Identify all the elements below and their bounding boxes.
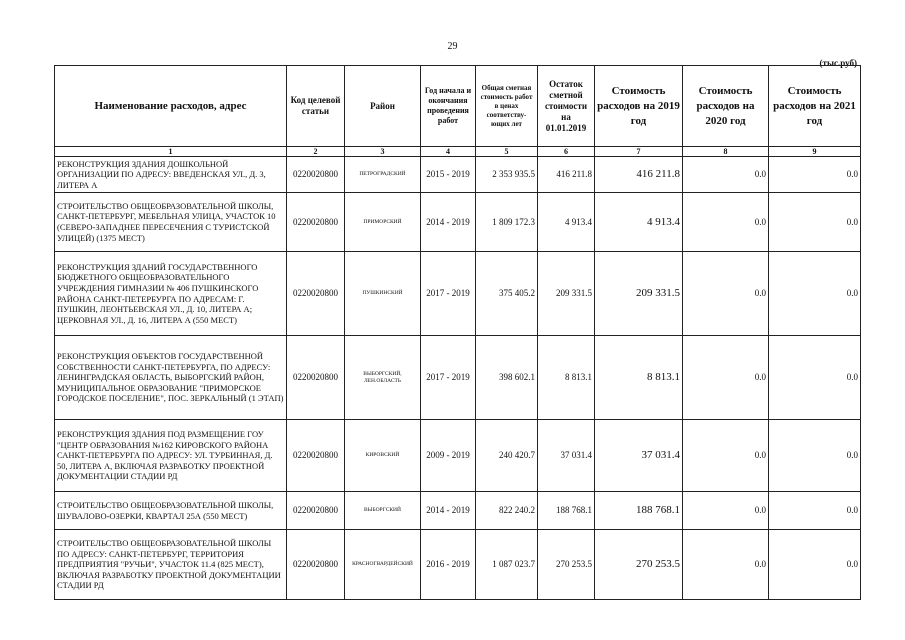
expenditure-table — [54, 65, 861, 600]
district: КРАСНОГВАРДЕЙСКИЙ — [345, 530, 421, 600]
column-number: 8 — [683, 147, 769, 157]
cost-2020: 0.0 — [683, 530, 769, 600]
table-row — [55, 252, 861, 336]
total-cost: 1 087 023.7 — [476, 530, 538, 600]
target-code: 0220020800 — [287, 336, 345, 420]
expense-name: РЕКОНСТРУКЦИЯ ОБЪЕКТОВ ГОСУДАРСТВЕННОЙ СОБСТВЕННОСТИ САНКТ-ПЕТЕРБУРГА, ПО АДРЕСУ: ЛЕНИНГРАДСКАЯ ОБЛАСТЬ, ВЫБОРГСКИЙ РАЙОН, МУНИЦИПАЛЬНОЕ ОБРАЗОВАНИЕ "ПРИМОРСКОЕ ГОРОДСКОЕ ПОСЕЛЕНИЕ", ПОС. ЗЕРКАЛЬНЫЙ (1 ЭТАП) — [55, 336, 287, 420]
header-cost-2021: Стоимость расходов на 2021 год — [769, 66, 861, 147]
target-code: 0220020800 — [287, 252, 345, 336]
cost-2021: 0.0 — [769, 193, 861, 252]
cost-2021: 0.0 — [769, 157, 861, 193]
target-code: 0220020800 — [287, 193, 345, 252]
total-cost: 1 809 172.3 — [476, 193, 538, 252]
column-number: 7 — [595, 147, 683, 157]
cost-2020: 0.0 — [683, 193, 769, 252]
work-years: 2015 - 2019 — [421, 157, 476, 193]
cost-2021: 0.0 — [769, 252, 861, 336]
target-code: 0220020800 — [287, 420, 345, 492]
header-cost-2019: Стоимость расходов на 2019 год — [595, 66, 683, 147]
header-district: Район — [345, 66, 421, 147]
total-cost: 2 353 935.5 — [476, 157, 538, 193]
expense-name: СТРОИТЕЛЬСТВО ОБЩЕОБРАЗОВАТЕЛЬНОЙ ШКОЛЫ, САНКТ-ПЕТЕРБУРГ, МЕБЕЛЬНАЯ УЛИЦА, УЧАСТОК 10 (СЕВЕРО-ЗАПАДНЕЕ ПЕРЕСЕЧЕНИЯ С ТУРИСТСКОЙ УЛИЦЕЙ) (1375 МЕСТ) — [55, 193, 287, 252]
work-years: 2014 - 2019 — [421, 492, 476, 530]
district: КИРОВСКИЙ — [345, 420, 421, 492]
cost-2020: 0.0 — [683, 252, 769, 336]
cost-2019: 8 813.1 — [595, 336, 683, 420]
work-years: 2017 - 2019 — [421, 336, 476, 420]
units-label: (тыс.руб) — [819, 58, 857, 68]
column-number-row — [55, 147, 861, 157]
header-code: Код целевой статьи — [287, 66, 345, 147]
table-row — [55, 492, 861, 530]
work-years: 2009 - 2019 — [421, 420, 476, 492]
remainder: 416 211.8 — [538, 157, 595, 193]
page-number: 29 — [447, 41, 458, 52]
work-years: 2017 - 2019 — [421, 252, 476, 336]
remainder: 209 331.5 — [538, 252, 595, 336]
remainder: 37 031.4 — [538, 420, 595, 492]
cost-2021: 0.0 — [769, 492, 861, 530]
target-code: 0220020800 — [287, 157, 345, 193]
expense-name: РЕКОНСТРУКЦИЯ ЗДАНИЯ ПОД РАЗМЕЩЕНИЕ ГОУ "ЦЕНТР ОБРАЗОВАНИЯ №162 КИРОВСКОГО РАЙОНА САНКТ-ПЕТЕРБУРГА ПО АДРЕСУ: УЛ. ТУРБИННАЯ, Д. 50, ЛИТЕРА А, ВКЛЮЧАЯ РАЗРАБОТКУ ПРОЕКТНОЙ ДОКУМЕНТАЦИИ СТАДИИ РД — [55, 420, 287, 492]
cost-2019: 416 211.8 — [595, 157, 683, 193]
cost-2020: 0.0 — [683, 157, 769, 193]
district: ПУШКИНСКИЙ — [345, 252, 421, 336]
expense-name: РЕКОНСТРУКЦИЯ ЗДАНИЙ ГОСУДАРСТВЕННОГО БЮДЖЕТНОГО ОБЩЕОБРАЗОВАТЕЛЬНОГО УЧРЕЖДЕНИЯ ГИМНАЗИИ № 406 ПУШКИНСКОГО РАЙОНА САНКТ-ПЕТЕРБУРГА ПО АДРЕСАМ: Г. ПУШКИН, ЛЕОНТЬЕВСКАЯ УЛ., Д. 10, ЛИТЕРА А; ЦЕРКОВНАЯ УЛ., Д. 16, ЛИТЕРА А (550 МЕСТ) — [55, 252, 287, 336]
total-cost: 240 420.7 — [476, 420, 538, 492]
remainder: 4 913.4 — [538, 193, 595, 252]
total-cost: 375 405.2 — [476, 252, 538, 336]
district: ВЫБОРГСКИЙ, ЛЕН.ОБЛАСТЬ — [345, 336, 421, 420]
cost-2019: 37 031.4 — [595, 420, 683, 492]
cost-2019: 4 913.4 — [595, 193, 683, 252]
header-name: Наименование расходов, адрес — [55, 66, 287, 147]
header-remainder: Остаток сметной стоимости на 01.01.2019 — [538, 66, 595, 147]
column-number: 1 — [55, 147, 287, 157]
cost-2020: 0.0 — [683, 492, 769, 530]
district: ВЫБОРГСКИЙ — [345, 492, 421, 530]
district: ПРИМОРСКИЙ — [345, 193, 421, 252]
expense-name: СТРОИТЕЛЬСТВО ОБЩЕОБРАЗОВАТЕЛЬНОЙ ШКОЛЫ ПО АДРЕСУ: САНКТ-ПЕТЕРБУРГ, ТЕРРИТОРИЯ ПРЕДПРИЯТИЯ "РУЧЬИ", УЧАСТОК 11.4 (825 МЕСТ), ВКЛЮЧАЯ РАЗРАБОТКУ ПРОЕКТНОЙ ДОКУМЕНТАЦИИ СТАДИИ РД — [55, 530, 287, 600]
expense-name: СТРОИТЕЛЬСТВО ОБЩЕОБРАЗОВАТЕЛЬНОЙ ШКОЛЫ, ШУВАЛОВО-ОЗЕРКИ, КВАРТАЛ 25А (550 МЕСТ) — [55, 492, 287, 530]
header-row — [55, 66, 861, 147]
column-number: 2 — [287, 147, 345, 157]
table-row — [55, 193, 861, 252]
expense-name: РЕКОНСТРУКЦИЯ ЗДАНИЯ ДОШКОЛЬНОЙ ОРГАНИЗАЦИИ ПО АДРЕСУ: ВВЕДЕНСКАЯ УЛ., Д. 3, ЛИТЕРА А — [55, 157, 287, 193]
header-cost-2020: Стоимость расходов на 2020 год — [683, 66, 769, 147]
work-years: 2014 - 2019 — [421, 193, 476, 252]
remainder: 270 253.5 — [538, 530, 595, 600]
target-code: 0220020800 — [287, 492, 345, 530]
total-cost: 398 602.1 — [476, 336, 538, 420]
column-number: 9 — [769, 147, 861, 157]
table-row — [55, 157, 861, 193]
header-years: Год начала и окончания проведения работ — [421, 66, 476, 147]
remainder: 8 813.1 — [538, 336, 595, 420]
target-code: 0220020800 — [287, 530, 345, 600]
column-number: 3 — [345, 147, 421, 157]
table-row — [55, 420, 861, 492]
work-years: 2016 - 2019 — [421, 530, 476, 600]
column-number: 6 — [538, 147, 595, 157]
cost-2020: 0.0 — [683, 336, 769, 420]
district: ПЕТРОГРАДСКИЙ — [345, 157, 421, 193]
total-cost: 822 240.2 — [476, 492, 538, 530]
cost-2019: 270 253.5 — [595, 530, 683, 600]
cost-2021: 0.0 — [769, 530, 861, 600]
column-number: 5 — [476, 147, 538, 157]
remainder: 188 768.1 — [538, 492, 595, 530]
cost-2021: 0.0 — [769, 420, 861, 492]
header-total-cost: Общая сметная стоимость работ в ценах соответству-ющих лет — [476, 66, 538, 147]
cost-2020: 0.0 — [683, 420, 769, 492]
table-row — [55, 530, 861, 600]
cost-2021: 0.0 — [769, 336, 861, 420]
column-number: 4 — [421, 147, 476, 157]
table-row — [55, 336, 861, 420]
cost-2019: 209 331.5 — [595, 252, 683, 336]
cost-2019: 188 768.1 — [595, 492, 683, 530]
